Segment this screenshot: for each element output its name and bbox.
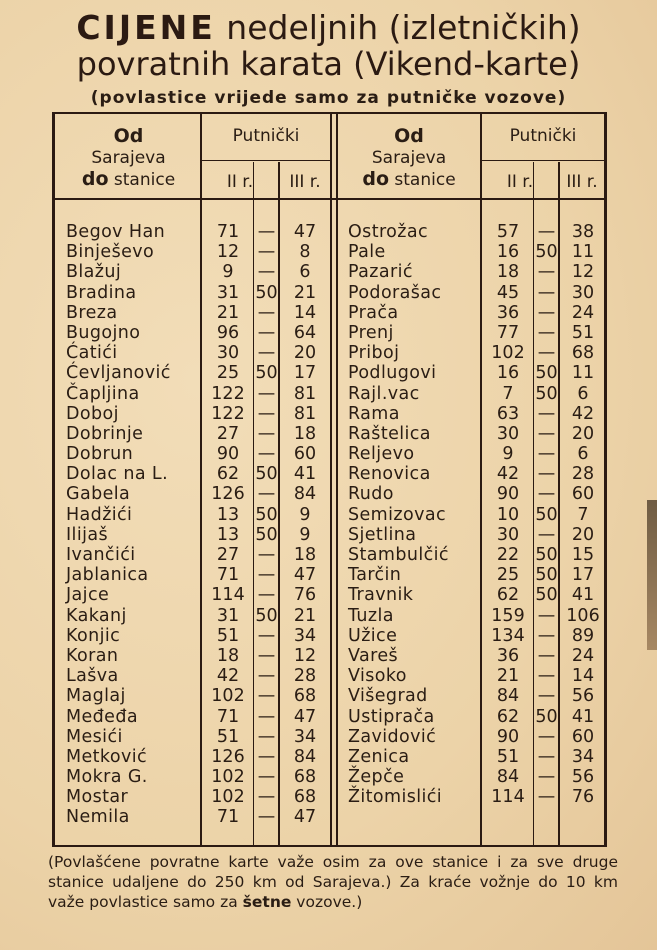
price-class2: 21: [496, 666, 520, 687]
station-name: Stambulčić: [348, 545, 449, 565]
price-class3: 47: [293, 807, 317, 828]
station-name: Žitomislići: [348, 787, 443, 808]
price-class2: 45: [496, 282, 520, 303]
price-class2: 31: [216, 282, 240, 303]
price-mid: —: [257, 706, 276, 727]
price-mid: —: [537, 262, 556, 283]
price-mid: —: [257, 423, 276, 444]
title-line1: nedeljnih (izletničkih): [215, 8, 581, 47]
right-header-class2: II r.: [506, 172, 534, 192]
price-class3: 30: [571, 282, 595, 303]
station-name: Dobrinje: [66, 423, 144, 444]
station-name: Semizovac: [348, 504, 446, 525]
price-class3: 17: [293, 363, 317, 384]
station-name: Jajce: [66, 585, 110, 606]
left-putnicki-underline: [202, 160, 330, 161]
price-class3: 41: [293, 464, 317, 485]
station-name: Nemila: [66, 807, 130, 828]
station-name: Begov Han: [66, 222, 166, 242]
station-name: Tuzla: [348, 605, 394, 626]
station-name: Maglaj: [66, 686, 126, 707]
price-class2: 90: [496, 726, 520, 747]
price-mid: 50: [255, 605, 278, 626]
price-mid: 50: [535, 504, 558, 525]
header-bottom-line: [52, 198, 607, 200]
left-header-from: Od Sarajeva do stanice: [81, 125, 176, 190]
price-mid: 50: [255, 464, 278, 485]
price-class3: 9: [299, 504, 311, 525]
price-class2: 18: [216, 645, 240, 666]
price-class2: 102: [211, 767, 245, 788]
price-class3: 68: [571, 343, 595, 364]
price-class2: 159: [491, 605, 525, 626]
price-class2: 10: [496, 504, 520, 525]
right-header-putnicki: Putnički: [509, 126, 577, 146]
price-class2: 21: [216, 302, 240, 323]
station-name: Vareš: [348, 645, 399, 666]
station-name: Rudo: [348, 484, 394, 505]
station-name: Mostar: [66, 787, 129, 808]
price-class3: 89: [571, 625, 595, 646]
price-mid: —: [537, 605, 556, 626]
price-mid: —: [537, 322, 556, 343]
price-class3: 11: [571, 363, 595, 384]
price-class3: 76: [293, 585, 317, 606]
price-class3: 76: [571, 787, 595, 808]
station-name: Prenj: [348, 322, 394, 343]
price-class2: 114: [491, 787, 525, 808]
price-mid: —: [257, 686, 276, 707]
station-name: Renovica: [348, 464, 431, 485]
price-class2: 13: [216, 524, 240, 545]
price-mid: —: [257, 343, 276, 364]
station-name: Prača: [348, 302, 399, 323]
price-class2: 126: [211, 746, 245, 767]
price-mid: 50: [255, 524, 278, 545]
station-name: Ćatići: [66, 343, 118, 364]
price-class3: 56: [571, 767, 595, 788]
station-name: Dobrun: [66, 444, 134, 465]
price-class3: 18: [293, 423, 317, 444]
price-mid: 50: [535, 363, 558, 384]
price-mid: —: [257, 444, 276, 465]
price-class3: 6: [577, 383, 589, 404]
price-mid: —: [257, 302, 276, 323]
price-class3: 18: [293, 545, 317, 565]
price-class3: 8: [299, 242, 311, 263]
price-class3: 14: [571, 666, 595, 687]
price-class3: 24: [571, 645, 595, 666]
price-class2: 7: [502, 383, 514, 404]
price-mid: —: [537, 464, 556, 485]
price-class2: 30: [496, 524, 520, 545]
price-class2: 25: [216, 363, 240, 384]
price-class3: 68: [293, 787, 317, 808]
price-class2: 36: [496, 302, 520, 323]
station-name: Pazarić: [348, 262, 413, 283]
price-mid: —: [257, 403, 276, 424]
price-class2: 51: [216, 726, 240, 747]
station-name: Čapljina: [66, 383, 140, 404]
left-mid-column: [254, 222, 279, 828]
station-name: Mesići: [66, 726, 123, 747]
price-class2: 126: [211, 484, 245, 505]
price-class3: 60: [293, 444, 317, 465]
right-header-from: Od Sarajeva do stanice: [362, 125, 456, 190]
station-name: Kakanj: [66, 605, 127, 626]
price-mid: 50: [255, 363, 278, 384]
price-class3: 60: [571, 726, 595, 747]
price-class2: 102: [211, 686, 245, 707]
price-class3: 20: [571, 423, 595, 444]
price-mid: —: [537, 625, 556, 646]
table-left-border: [52, 112, 55, 847]
price-class2: 71: [216, 222, 240, 242]
price-class3: 6: [299, 262, 311, 283]
price-class3: 11: [571, 242, 595, 263]
price-mid: —: [537, 403, 556, 424]
price-mid: —: [257, 767, 276, 788]
left-class2-prices: [202, 222, 254, 828]
price-class3: 64: [293, 322, 317, 343]
center-divider-b: [336, 112, 338, 847]
price-mid: —: [537, 686, 556, 707]
price-class3: 17: [571, 565, 595, 586]
station-name: Višegrad: [348, 686, 428, 707]
price-mid: —: [537, 726, 556, 747]
station-name: Bradina: [66, 282, 137, 303]
price-mid: —: [537, 484, 556, 505]
price-class3: 41: [571, 585, 595, 606]
left-station-names: [66, 222, 196, 828]
price-class3: 24: [571, 302, 595, 323]
price-mid: —: [537, 343, 556, 364]
station-name: Rajl.vac: [348, 383, 420, 404]
price-class3: 21: [293, 282, 317, 303]
station-name: Metković: [66, 746, 147, 767]
price-class2: 57: [496, 222, 520, 242]
price-class3: 51: [571, 322, 595, 343]
price-class2: 102: [491, 343, 525, 364]
station-name: Ustiprača: [348, 706, 435, 727]
price-class2: 84: [496, 767, 520, 788]
price-mid: —: [257, 262, 276, 283]
left-header-class3: III r.: [289, 172, 321, 192]
price-mid: —: [537, 282, 556, 303]
price-class3: 34: [293, 726, 317, 747]
price-class2: 36: [496, 645, 520, 666]
price-mid: —: [537, 302, 556, 323]
station-name: Mokra G.: [66, 767, 148, 788]
price-class3: 12: [293, 645, 317, 666]
left-header-putnicki: Putnički: [232, 126, 300, 146]
price-mid: 50: [255, 282, 278, 303]
price-class3: 20: [293, 343, 317, 364]
price-mid: —: [257, 322, 276, 343]
footnote: (Povlašćene povratne karte važe osim za ove stanice i za sve druge stanice udaljene do 250 km od Sarajeva.) Za kraće vožnje do 10 km važe povlastice samo za šetne vozove.): [48, 853, 618, 911]
price-class2: 30: [496, 423, 520, 444]
right-class3-prices: [560, 222, 606, 807]
price-mid: —: [537, 787, 556, 808]
title-bold: CIJENE: [76, 8, 216, 47]
price-class2: 90: [216, 444, 240, 465]
station-name: Užice: [348, 625, 398, 646]
price-class2: 63: [496, 403, 520, 424]
station-name: Sjetlina: [348, 524, 417, 545]
price-mid: —: [257, 807, 276, 828]
station-name: Podlugovi: [348, 363, 437, 384]
station-name: Gabela: [66, 484, 131, 505]
price-class3: 60: [571, 484, 595, 505]
price-class2: 71: [216, 706, 240, 727]
station-name: Koran: [66, 645, 119, 666]
price-class3: 47: [293, 222, 317, 242]
station-name: Bugojno: [66, 322, 141, 343]
price-class3: 41: [571, 706, 595, 727]
price-mid: —: [257, 383, 276, 404]
price-class3: 7: [577, 504, 589, 525]
price-class3: 14: [293, 302, 317, 323]
price-class2: 18: [496, 262, 520, 283]
right-class2-prices: [482, 222, 534, 807]
title-line2: povratnih karata (Vikend-karte): [76, 45, 581, 83]
price-mid: —: [537, 746, 556, 767]
station-name: Ilijaš: [66, 524, 108, 545]
station-name: Zenica: [348, 746, 410, 767]
station-name: Reljevo: [348, 444, 415, 465]
station-name: Konjic: [66, 625, 121, 646]
price-mid: —: [537, 222, 556, 242]
price-class2: 71: [216, 565, 240, 586]
station-name: Breza: [66, 302, 118, 323]
price-class2: 42: [496, 464, 520, 485]
price-class2: 16: [496, 242, 520, 263]
price-mid: —: [537, 666, 556, 687]
price-mid: 50: [535, 383, 558, 404]
station-name: Zavidović: [348, 726, 437, 747]
price-class3: 28: [571, 464, 595, 485]
price-mid: —: [537, 645, 556, 666]
price-class2: 31: [216, 605, 240, 626]
station-name: Žepče: [348, 767, 405, 788]
price-class2: 84: [496, 686, 520, 707]
price-class3: 56: [571, 686, 595, 707]
price-class2: 27: [216, 423, 240, 444]
price-mid: 50: [535, 242, 558, 263]
price-mid: —: [257, 565, 276, 586]
price-class3: 34: [571, 746, 595, 767]
price-class2: 51: [216, 625, 240, 646]
station-name: Blažuj: [66, 262, 122, 283]
station-name: Doboj: [66, 403, 119, 424]
page-edge-mark: [647, 500, 657, 650]
price-class2: 62: [496, 585, 520, 606]
station-name: Tarčin: [348, 565, 402, 586]
price-class3: 21: [293, 605, 317, 626]
station-name: Ćevljanović: [66, 363, 171, 384]
price-class2: 51: [496, 746, 520, 767]
price-class2: 9: [222, 262, 234, 283]
price-class2: 77: [496, 322, 520, 343]
station-name: Dolac na L.: [66, 464, 169, 485]
price-mid: 50: [535, 585, 558, 606]
station-name: Podorašac: [348, 282, 442, 303]
left-header-class2: II r.: [226, 172, 254, 192]
price-class2: 13: [216, 504, 240, 525]
price-class3: 81: [293, 383, 317, 404]
price-class3: 9: [299, 524, 311, 545]
price-class3: 84: [293, 484, 317, 505]
price-mid: —: [257, 242, 276, 263]
price-class3: 47: [293, 706, 317, 727]
station-name: Međeđa: [66, 706, 138, 727]
station-name: Visoko: [348, 666, 407, 687]
price-mid: —: [257, 585, 276, 606]
center-divider-a: [330, 112, 332, 847]
station-name: Hadžići: [66, 504, 133, 525]
price-class2: 90: [496, 484, 520, 505]
price-class2: 122: [211, 383, 245, 404]
price-class2: 16: [496, 363, 520, 384]
price-class2: 30: [216, 343, 240, 364]
price-mid: 50: [535, 545, 558, 565]
price-class3: 68: [293, 767, 317, 788]
price-mid: 50: [255, 504, 278, 525]
price-mid: —: [537, 524, 556, 545]
right-station-names: [348, 222, 480, 807]
price-mid: 50: [535, 706, 558, 727]
left-class3-prices: [280, 222, 330, 828]
station-name: Ivančići: [66, 545, 136, 565]
station-name: Priboj: [348, 343, 400, 364]
price-mid: —: [257, 787, 276, 808]
price-mid: —: [257, 222, 276, 242]
price-mid: —: [537, 767, 556, 788]
price-mid: —: [257, 484, 276, 505]
page-title: [0, 10, 657, 82]
price-class3: 106: [566, 605, 600, 626]
price-class2: 62: [216, 464, 240, 485]
price-class2: 102: [211, 787, 245, 808]
price-class3: 15: [571, 545, 595, 565]
price-mid: —: [537, 423, 556, 444]
price-class3: 47: [293, 565, 317, 586]
price-class2: 114: [211, 585, 245, 606]
price-class2: 122: [211, 403, 245, 424]
price-class3: 38: [571, 222, 595, 242]
price-class2: 96: [216, 322, 240, 343]
price-class2: 62: [496, 706, 520, 727]
price-class2: 71: [216, 807, 240, 828]
price-class3: 42: [571, 403, 595, 424]
price-class3: 34: [293, 625, 317, 646]
right-header-class3: III r.: [566, 172, 598, 192]
price-class2: 9: [502, 444, 514, 465]
price-class3: 81: [293, 403, 317, 424]
station-name: Rama: [348, 403, 400, 424]
price-mid: 50: [535, 565, 558, 586]
right-putnicki-underline: [482, 160, 604, 161]
price-mid: —: [257, 645, 276, 666]
station-name: Ostrožac: [348, 222, 429, 242]
subtitle: (povlastice vrijede samo za putničke vozove): [90, 88, 567, 108]
price-class3: 28: [293, 666, 317, 687]
price-mid: —: [257, 726, 276, 747]
price-class3: 12: [571, 262, 595, 283]
price-mid: —: [257, 666, 276, 687]
price-class2: 134: [491, 625, 525, 646]
price-class3: 84: [293, 746, 317, 767]
price-mid: —: [257, 625, 276, 646]
price-mid: —: [537, 444, 556, 465]
station-name: Travnik: [348, 585, 414, 606]
price-class2: 27: [216, 545, 240, 565]
price-class2: 22: [496, 545, 520, 565]
price-class3: 20: [571, 524, 595, 545]
station-name: Raštelica: [348, 423, 431, 444]
station-name: Pale: [348, 242, 386, 263]
price-class2: 12: [216, 242, 240, 263]
station-name: Binješevo: [66, 242, 155, 263]
price-class2: 25: [496, 565, 520, 586]
price-mid: —: [257, 545, 276, 565]
station-name: Lašva: [66, 666, 119, 687]
station-name: Jablanica: [66, 565, 149, 586]
right-mid-column: [534, 222, 559, 807]
price-mid: —: [257, 746, 276, 767]
price-class2: 42: [216, 666, 240, 687]
price-class3: 68: [293, 686, 317, 707]
price-class3: 6: [577, 444, 589, 465]
